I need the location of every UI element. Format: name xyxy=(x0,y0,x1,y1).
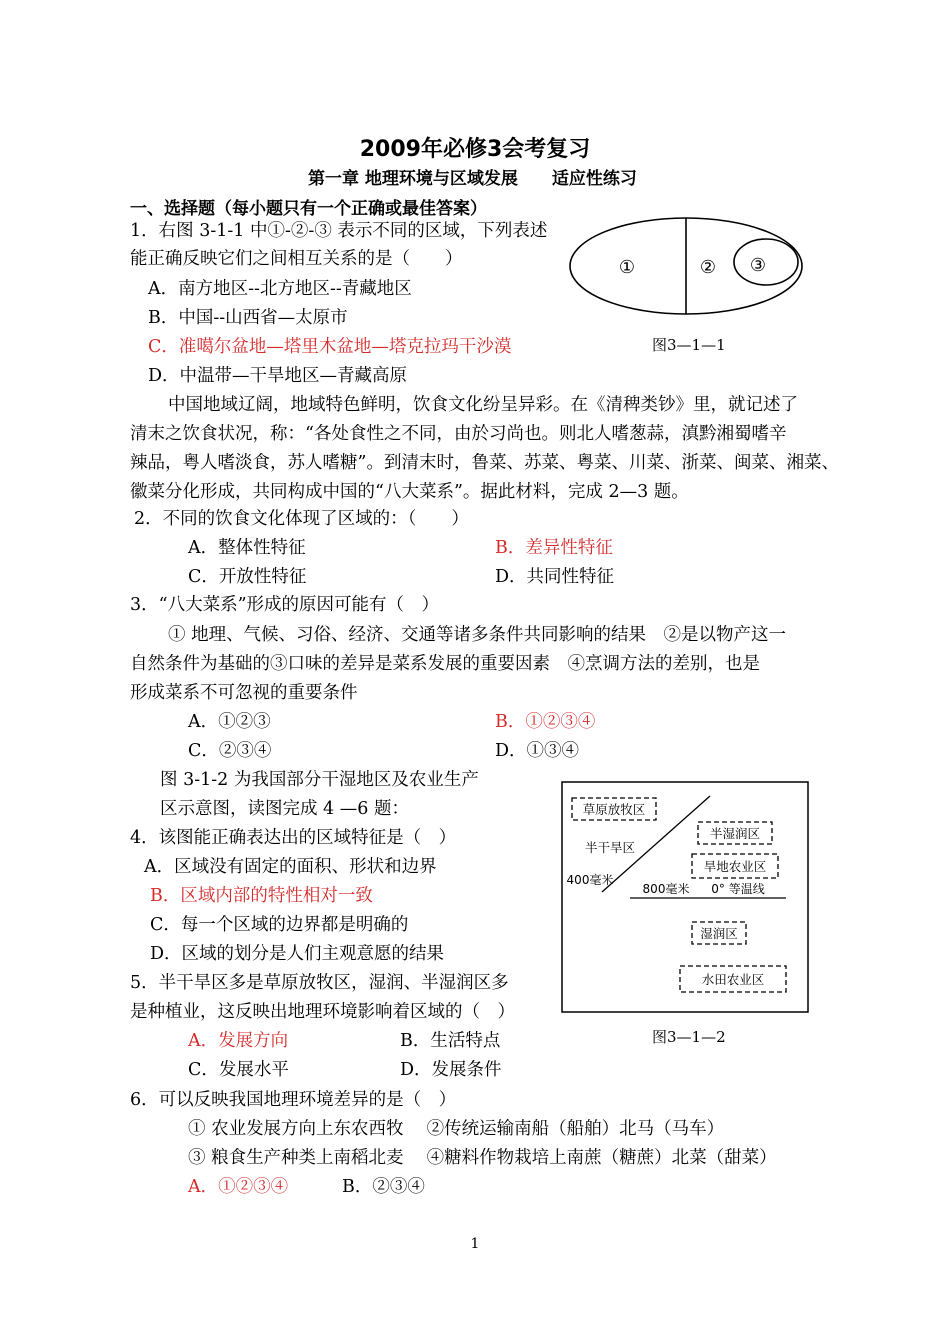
question-6-option-b: B．②③④ xyxy=(342,1177,425,1197)
humid-label: 湿润区 xyxy=(700,926,738,941)
question-1-stem-line2: 能正确反映它们之间相互关系的是（ ） xyxy=(130,249,463,269)
question-3-body-line3: 形成菜系不可忽视的重要条件 xyxy=(130,683,358,703)
figure-3-1-2 xyxy=(560,780,812,1016)
question-5-option-d: D．发展条件 xyxy=(400,1060,502,1080)
semi-humid-label: 半湿润区 xyxy=(709,826,761,841)
question-6-item-line1: ① 农业发展方向上东农西牧 ②传统运输南船（船舶）北马（马车） xyxy=(188,1119,725,1139)
question-3-body-line1: ① 地理、气候、习俗、经济、交通等诸多条件共同影响的结果 ②是以物产这一 xyxy=(168,625,787,645)
question-5-option-c: C．发展水平 xyxy=(188,1060,289,1080)
semi-arid-label: 半干旱区 xyxy=(584,840,636,855)
figure-3-1-1 xyxy=(568,216,816,320)
dry-farming-label: 旱地农业区 xyxy=(703,859,767,874)
question-5-option-b: B．生活特点 xyxy=(400,1031,501,1051)
question-6-item-line2: ③ 粮食生产种类上南稻北麦 ④糖料作物栽培上南蔗（糖蔗）北菜（甜菜） xyxy=(188,1148,777,1168)
mm400-label: 400毫米 xyxy=(566,873,614,887)
question-5-stem-line2: 是种植业，这反映出地理环境影响着区域的（ ） xyxy=(130,1002,515,1022)
question-3-option-b-answer: B．①②③④ xyxy=(495,712,596,732)
region-label-2: ② xyxy=(699,257,717,278)
question-1-stem-line1: 1．右图 3-1-1 中①-②-③ 表示不同的区域，下列表述 xyxy=(130,221,548,241)
grassland-label: 草原放牧区 xyxy=(582,802,646,817)
page-number: 1 xyxy=(470,1236,480,1252)
question-4-option-b-answer: B．区域内部的特性相对一致 xyxy=(150,886,373,906)
intro-4-6-line2: 区示意图，读图完成 4 —6 题： xyxy=(160,799,409,819)
region-label-3: ③ xyxy=(749,255,767,276)
question-5-stem-line1: 5．半干旱区多是草原放牧区，湿润、半湿润区多 xyxy=(130,973,509,993)
question-2-option-d: D．共同性特征 xyxy=(495,567,615,587)
question-2-stem: 2．不同的饮食文化体现了区域的：（ ） xyxy=(134,509,469,529)
question-2-option-b-answer: B．差异性特征 xyxy=(495,538,613,558)
section-heading: 一、选择题（每小题只有一个正确或最佳答案） xyxy=(130,199,487,219)
question-1-option-b: B．中国--山西省—太原市 xyxy=(148,308,348,328)
question-4-stem: 4．该图能正确表达出的区域特征是（ ） xyxy=(130,828,457,848)
question-6-option-a-answer: A．①②③④ xyxy=(188,1177,289,1197)
question-3-option-a: A．①②③ xyxy=(188,712,271,732)
chapter-subtitle: 第一章 地理环境与区域发展 适应性练习 xyxy=(308,169,637,189)
question-5-option-a-answer: A．发展方向 xyxy=(188,1031,289,1051)
page-title: 2009年必修3会考复习 xyxy=(359,137,591,162)
question-1-option-d: D．中温带—干旱地区—青藏高原 xyxy=(148,366,408,386)
question-4-option-a: A．区域没有固定的面积、形状和边界 xyxy=(144,857,437,877)
passage-line-2: 清末之饮食状况，称：“各处食性之不同，由於习尚也。则北人嗜葱蒜，滇黔湘蜀嗜辛 xyxy=(130,424,787,444)
paddy-label: 水田农业区 xyxy=(701,972,765,987)
region-label-1: ① xyxy=(618,257,636,278)
question-2-option-c: C．开放性特征 xyxy=(188,567,307,587)
question-1-option-a: A．南方地区--北方地区--青藏地区 xyxy=(148,279,412,299)
question-4-option-c: C．每一个区域的边界都是明确的 xyxy=(150,915,409,935)
mm800-label: 800毫米 xyxy=(642,882,690,896)
question-4-option-d: D．区域的划分是人们主观意愿的结果 xyxy=(150,944,445,964)
passage-line-1: 中国地域辽阔，地域特色鲜明，饮食文化纷呈异彩。在《清稗类钞》里，就记述了 xyxy=(168,395,798,415)
passage-line-4: 徽菜分化形成，共同构成中国的“八大菜系”。据此材料，完成 2—3 题。 xyxy=(130,482,689,502)
figure-caption-2: 图3—1—2 xyxy=(652,1028,726,1046)
intro-4-6-line1: 图 3-1-2 为我国部分干湿地区及农业生产 xyxy=(160,770,479,790)
question-3-option-c: C．②③④ xyxy=(188,741,272,761)
question-1-option-c-answer: C．准噶尔盆地—塔里木盆地—塔克拉玛干沙漠 xyxy=(148,337,512,357)
passage-line-3: 辣品，粤人嗜淡食，苏人嗜糖”。到清末时，鲁菜、苏菜、粤菜、川菜、浙菜、闽菜、湘菜、 xyxy=(130,453,839,473)
isotherm-label: 0° 等温线 xyxy=(711,882,765,896)
question-2-option-a: A．整体性特征 xyxy=(188,538,306,558)
question-3-option-d: D．①③④ xyxy=(495,741,580,761)
question-6-stem: 6．可以反映我国地理环境差异的是（ ） xyxy=(130,1090,457,1110)
figure-caption-1: 图3—1—1 xyxy=(652,336,726,354)
question-3-body-line2: 自然条件为基础的③口味的差异是菜系发展的重要因素 ④烹调方法的差别，也是 xyxy=(130,654,760,674)
question-3-stem: 3．“八大菜系”形成的原因可能有（ ） xyxy=(130,595,440,615)
